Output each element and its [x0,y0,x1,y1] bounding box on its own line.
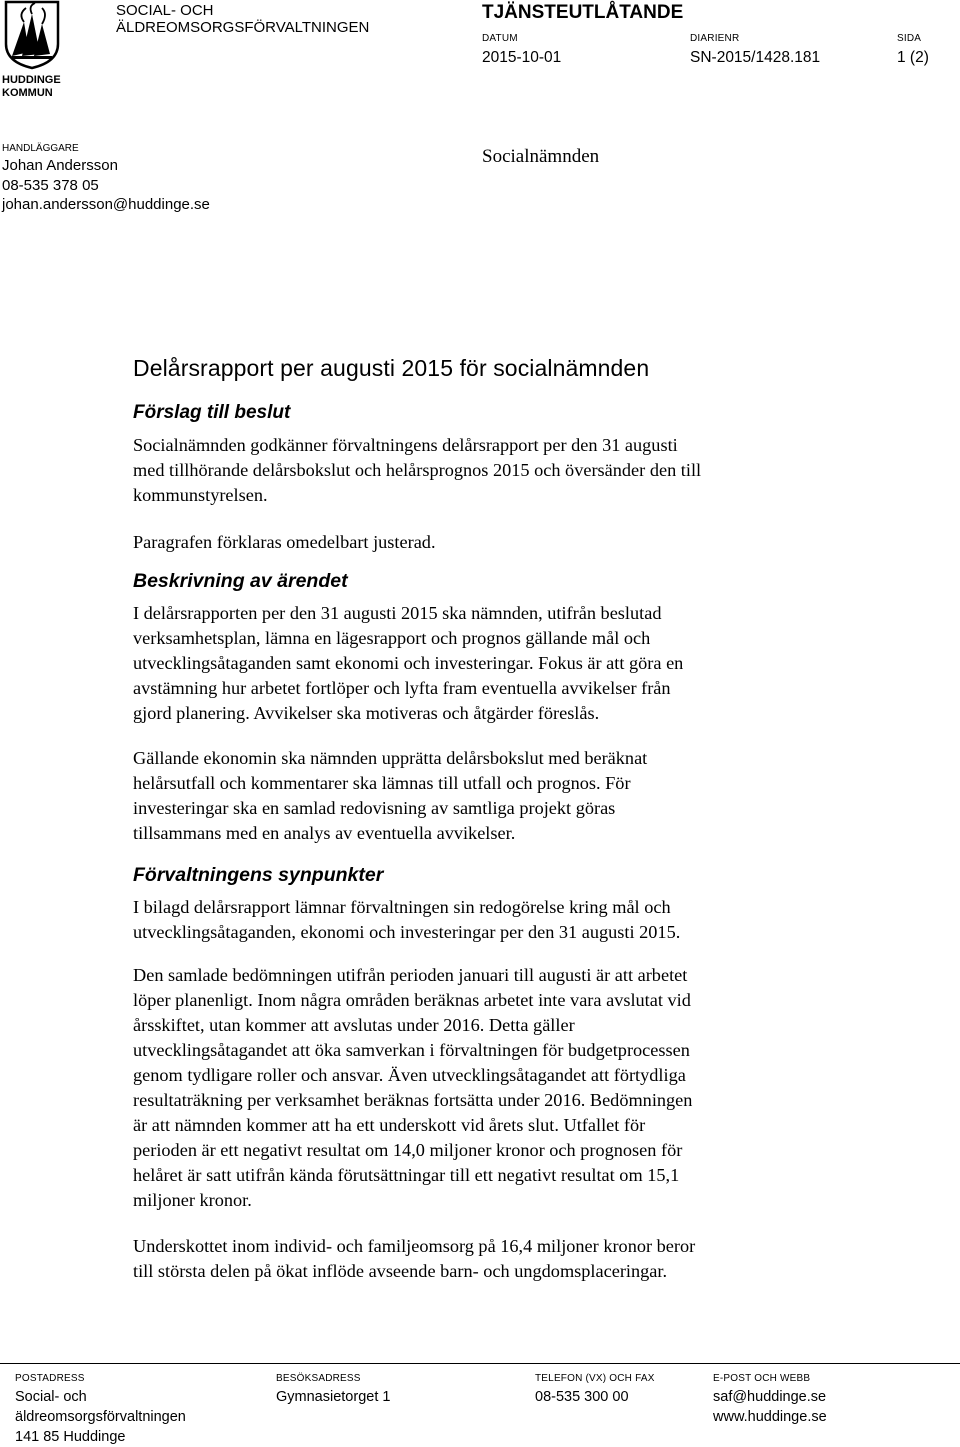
text-line: miljoner kronor. [133,1190,252,1210]
footer-divider [0,1363,960,1364]
handler-email: johan.andersson@huddinge.se [2,196,210,213]
text-line: Gällande ekonomin ska nämnden upprätta delårsbokslut med beräknat [133,748,648,768]
postal-address-line2: äldreomsorgsförvaltningen [15,1409,186,1425]
page-label: SIDA [897,33,922,44]
logo-text-line2: KOMMUN [2,87,53,99]
visiting-address: Gymnasietorget 1 [276,1389,391,1405]
page-number: 1 (2) [897,49,929,66]
text-line: tillsammans med en analys av eventuella avvikelser. [133,823,516,843]
postal-address-line1: Social- och [15,1389,87,1405]
text-line: Socialnämnden godkänner förvaltningens delårsrapport per den 31 augusti [133,435,678,455]
text-line: med tillhörande delårsbokslut och helårsprognos 2015 och översänder den till [133,460,702,480]
email-web-label: E-POST OCH WEBB [713,1373,811,1384]
document-type: TJÄNSTEUTLÅTANDE [482,2,684,23]
text-line: I bilagd delårsrapport lämnar förvaltningen sin redogörelse kring mål och [133,897,671,917]
viewpoints-heading: Förvaltningens synpunkter [133,864,384,886]
text-line: Underskottet inom individ- och familjeomsorg på 16,4 miljoner kronor beror [133,1236,696,1256]
registration-label: DIARIENR [690,33,740,44]
department-name: SOCIAL- OCH ÄLDREOMSORGSFÖRVALTNINGEN [116,2,370,36]
recipient: Socialnämnden [482,146,600,167]
text-line: verksamhetsplan, lämna en lägesrapport och prognos gällande mål och [133,628,651,648]
visiting-address-label: BESÖKSADRESS [276,1373,361,1384]
text-line: utvecklingsåtaganden samt ekonomi och investeringar. Fokus är att göra en [133,653,684,673]
text-line: till största delen på ökat inflöde avseende barn- och ungdomsplaceringar. [133,1261,668,1281]
email-link[interactable]: saf@huddinge.se [713,1389,827,1405]
date-label: DATUM [482,33,518,44]
postal-address-label: POSTADRESS [15,1373,85,1384]
text-line: avstämning hur arbetet fortlöper och lyfta fram eventuella avvikelser från [133,678,671,698]
website-link[interactable]: www.huddinge.se [713,1409,827,1425]
text-line: årsskiftet, utan kommer att avslutas under 2016. Detta gäller [133,1015,575,1035]
proposal-text [133,433,833,508]
description-paragraph-1 [133,601,833,726]
text-line: helårsutfall och kommentarer ska lämnas till utfall och prognos. För [133,773,631,793]
viewpoints-paragraph-3 [133,1234,833,1284]
handler-label: HANDLÄGGARE [2,143,79,154]
justified-note: Paragrafen förklaras omedelbart justerad. [133,532,436,552]
viewpoints-paragraph-1 [133,895,833,945]
description-heading: Beskrivning av ärendet [133,570,348,592]
phone-number: 08-535 300 00 [535,1389,629,1405]
phone-fax-label: TELEFON (VX) OCH FAX [535,1373,655,1384]
text-line: utvecklingsåtagandet att öka samverkan i förvaltningen för budgetprocessen [133,1040,690,1060]
text-line: Den samlade bedömningen utifrån perioden januari till augusti är att arbetet [133,965,688,985]
text-line: investeringar ska en samlad redovisning av samtliga projekt göras [133,798,616,818]
proposal-heading: Förslag till beslut [133,402,291,423]
registration-number: SN-2015/1428.181 [690,49,821,66]
text-line: är att nämnden kommer att ha ett underskott vid årets slut. Utfallet för [133,1115,646,1135]
postal-address-line3: 141 85 Huddinge [15,1429,126,1445]
document-title: Delårsrapport per augusti 2015 för socialnämnden [133,355,650,381]
text-line: resultaträkning per verksamhet beräknas fortsätta under 2016. Bedömningen [133,1090,693,1110]
handler-phone: 08-535 378 05 [2,177,99,194]
text-line: kommunstyrelsen. [133,485,268,505]
text-line: I delårsrapporten per den 31 augusti 2015 ska nämnden, utifrån beslutad [133,603,662,623]
viewpoints-paragraph-2 [133,963,833,1213]
date-value: 2015-10-01 [482,49,562,66]
text-line: perioden är ett negativt resultat om 14,0 miljoner kronor och prognosen för [133,1140,683,1160]
text-line: genom tydligare roller och ansvar. Även utvecklingsåtagandet att förtydliga [133,1065,686,1085]
text-line: helåret är satt utifrån kända förutsättningar till ett negativt resultat om 15,1 [133,1165,680,1185]
text-line: löper planenligt. Inom några områden beräknas arbetet inte vara avslutat vid [133,990,691,1010]
handler-name: Johan Andersson [2,157,118,174]
coat-of-arms-icon [4,0,60,70]
logo-text-line1: HUDDINGE [2,74,61,86]
text-line: utvecklingsåtaganden, ekonomi och investeringar per den 31 augusti 2015. [133,922,681,942]
text-line: gjord planering. Avvikelser ska motiveras och åtgärder föreslås. [133,703,600,723]
description-paragraph-2 [133,746,833,846]
municipality-logo [0,0,64,104]
